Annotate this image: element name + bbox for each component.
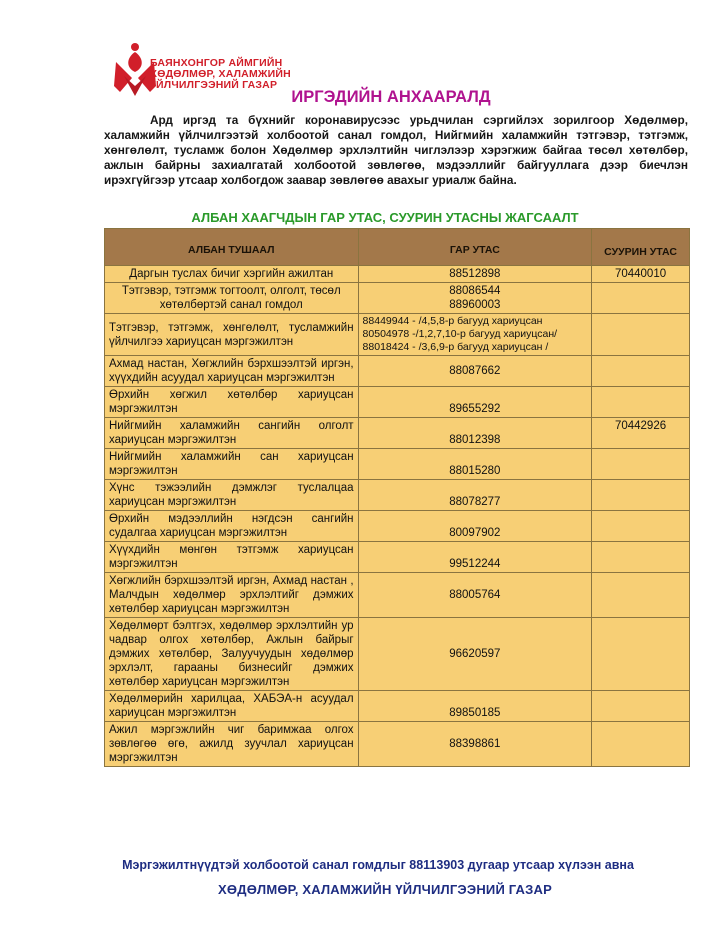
table-row (105, 480, 690, 511)
mobile-cell (358, 283, 592, 314)
position-cell: Нийгмийн халамжийн сан хариуцсан мэргэжилтэн (105, 449, 359, 480)
mobile-cell: 80097902 (358, 511, 592, 542)
footer-complaint-line: Мэргэжилтнүүдтэй холбоотой санал гомдлыг 88113903 дугаар утсаар хүлээн авна (122, 858, 634, 872)
notice-title: ИРГЭДИЙН АНХААРАЛД (291, 88, 491, 106)
landline-cell: 70440010 (592, 266, 690, 283)
position-cell: Тэтгэвэр, тэтгэмж, хөнгөлөлт, тусламжийн үйлчилгээ хариуцсан мэргэжилтэн (105, 314, 359, 356)
landline-cell: 70442926 (592, 418, 690, 449)
landline-cell (592, 356, 690, 387)
landline-cell (592, 283, 690, 314)
organization-name (150, 58, 291, 91)
table-row (105, 691, 690, 722)
mobile-cell: 89850185 (358, 691, 592, 722)
mobile-cell: 88087662 (358, 356, 592, 387)
landline-cell (592, 573, 690, 618)
mobile-cell: 88078277 (358, 480, 592, 511)
position-cell: Хөдөлмөрийн харилцаа, ХАБЭА-н асуудал хариуцсан мэргэжилтэн (105, 691, 359, 722)
intro-paragraph: Ард иргэд та бүхнийг коронавирусээс урьдчилан сэргийлэх зорилгоор Хөдөлмөр, халамжийн үйлчилгээтэй холбоотой санал гомдол, Нийгмийн халамжийн тэтгэвэр, тэтгэмж, хөнгөлөлт, тусламж болон Хөдөлмөр эрхлэлтийн чиглэлээр хэрэгжиж байгаа төсөл хөтөлбөр, ажлын байрны захиалгатай холбоотой зөвлөгөө, мэдээллийг байгууллага дээр биечлэн ирэхгүйгээр утсаар холбогдож заавар зөвлөгөө авахыг уриалж байна. (104, 113, 688, 187)
table-row (105, 573, 690, 618)
position-cell: Даргын туслах бичиг хэргийн ажилтан (105, 266, 359, 283)
table-row (105, 283, 690, 314)
header-landline: СУУРИН УТАС (592, 229, 690, 266)
landline-cell (592, 618, 690, 691)
table-header-row (105, 229, 690, 266)
landline-cell (592, 480, 690, 511)
table-row (105, 449, 690, 480)
mobile-cell: 88398861 (358, 722, 592, 767)
landline-cell (592, 314, 690, 356)
landline-cell (592, 542, 690, 573)
footer-organization: ХӨДӨЛМӨР, ХАЛАМЖИЙН ҮЙЛЧИЛГЭЭНИЙ ГАЗАР (218, 882, 552, 897)
mobile-number: 88018424 - /3,6,9-р багууд хариуцсан / (362, 341, 549, 353)
position-cell: Нийгмийн халамжийн сангийн олголт хариуцсан мэргэжилтэн (105, 418, 359, 449)
landline-cell (592, 387, 690, 418)
contacts-table (104, 228, 690, 767)
header-position: АЛБАН ТУШААЛ (105, 229, 359, 266)
mobile-number: 80504978 -/1,2,7,10-р багууд хариуцсан/ (362, 328, 558, 340)
table-title: АЛБАН ХААГЧДЫН ГАР УТАС, СУУРИН УТАСНЫ ЖАГСААЛТ (191, 210, 579, 225)
org-line-1: БАЯНХОНГОР АЙМГИЙН (150, 57, 283, 69)
landline-cell (592, 722, 690, 767)
table-row (105, 722, 690, 767)
position-cell: Хүүхдийн мөнгөн тэтгэмж хариуцсан мэргэжилтэн (105, 542, 359, 573)
mobile-number: 88449944 - /4,5,8-р багууд хариуцсан (362, 315, 543, 327)
position-cell: Өрхийн мэдээллийн нэгдсэн сангийн судалгаа хариуцсан мэргэжилтэн (105, 511, 359, 542)
position-cell: Ажил мэргэжлийн чиг баримжаа олгох зөвлөгөө өгө, ажилд зуучлал хариуцсан мэргэжилтэн (105, 722, 359, 767)
mobile-cell (358, 314, 592, 356)
table-row (105, 418, 690, 449)
position-cell: Ахмад настан, Хөгжлийн бэрхшээлтэй иргэн, хүүхдийн асуудал хариуцсан мэргэжилтэн (105, 356, 359, 387)
table-row (105, 266, 690, 283)
mobile-cell: 99512244 (358, 542, 592, 573)
table-row (105, 314, 690, 356)
position-cell: Хөдөлмөрт бэлтгэх, хөдөлмөр эрхлэлтийн ур чадвар олгох хөтөлбөр, Ажлын байрыг дэмжих хөтөлбөр, Залуучуудын хөдөлмөр эрхлэлт, гарааны бизнесийг дэмжих хөтөлбөр хариуцсан мэргэжилтэн (105, 618, 359, 691)
header-mobile: ГАР УТАС (358, 229, 592, 266)
position-cell: Хүнс тэжээлийн дэмжлэг туслалцаа хариуцсан мэргэжилтэн (105, 480, 359, 511)
mobile-number: 88960003 (449, 299, 501, 311)
mobile-cell: 88012398 (358, 418, 592, 449)
mobile-cell: 88512898 (358, 266, 592, 283)
mobile-number: 88086544 (449, 285, 501, 297)
table-row (105, 618, 690, 691)
landline-cell (592, 511, 690, 542)
landline-cell (592, 449, 690, 480)
org-line-2: ХӨДӨЛМӨР, ХАЛАМЖИЙН (150, 68, 291, 80)
mobile-cell: 96620597 (358, 618, 592, 691)
mobile-cell: 88005764 (358, 573, 592, 618)
position-cell: Өрхийн хөгжил хөтөлбөр хариуцсан мэргэжилтэн (105, 387, 359, 418)
table-row (105, 356, 690, 387)
table-row (105, 387, 690, 418)
mobile-cell: 89655292 (358, 387, 592, 418)
table-row (105, 511, 690, 542)
mobile-cell: 88015280 (358, 449, 592, 480)
table-row (105, 542, 690, 573)
landline-cell (592, 691, 690, 722)
position-cell: Хөгжлийн бэрхшээлтэй иргэн, Ахмад настан , Малчдын хөдөлмөр эрхлэлтийг дэмжих хөтөлбөр хариуцсан мэргэжилтэн (105, 573, 359, 618)
org-line-3: ҮЙЛЧИЛГЭЭНИЙ ГАЗАР (150, 79, 278, 91)
position-cell: Тэтгэвэр, тэтгэмж тогтоолт, олголт, төсөл хөтөлбөртэй санал гомдол (105, 283, 359, 314)
